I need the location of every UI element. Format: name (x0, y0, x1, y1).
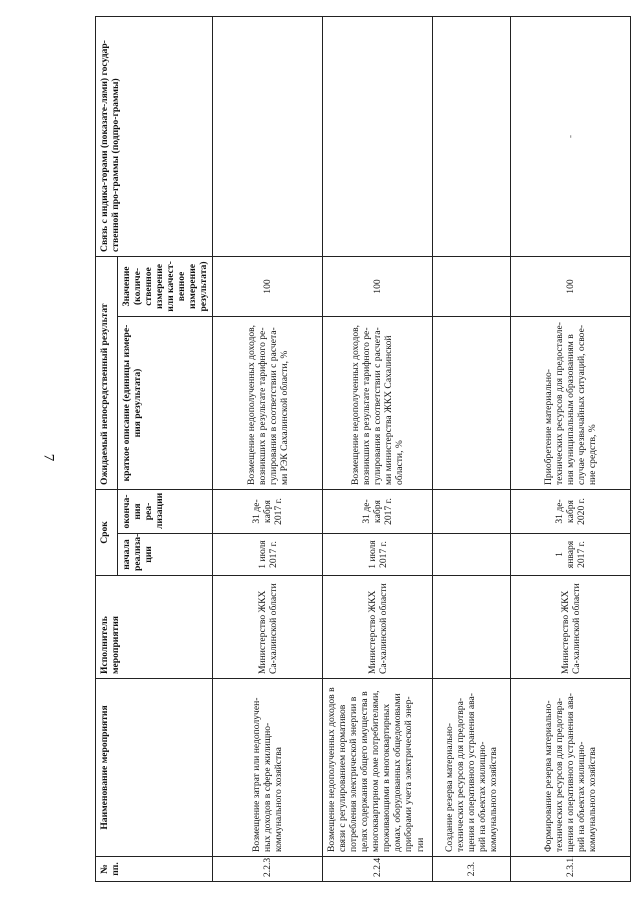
header-desc: краткое описание (единицы измере-ния результата) (118, 317, 213, 490)
row-end: 31 де-кабря 2020 г. (511, 490, 631, 534)
header-period: Срок (96, 490, 118, 576)
row-desc: Приобретение материально-технических ресурсов для предоставле-ния муниципальным образованиям в случае чрезвычайных ситуаций, освое-ние средств, % (511, 317, 631, 490)
row-value (433, 256, 511, 316)
table-row (511, 16, 631, 881)
header-start: начала реализа-ции (118, 534, 213, 576)
header-end: оконча-ния реа-лизации (118, 490, 213, 534)
measures-table (95, 16, 631, 882)
header-link: Связь с индика-торами (показате-лями) государ-ственной про-граммы (подпро-граммы) (96, 16, 213, 256)
row-desc: Возмещение недополученных доходов, возникших в результате тарифного ре-гулирования в соответствии с расчета-ми РЭК Сахалинской области, % (213, 317, 323, 490)
row-link (323, 16, 433, 256)
row-num: 2.3. (433, 857, 511, 882)
header-result: Ожидаемый непосредственный результат (96, 256, 118, 489)
row-start: 1 июля 2017 г. (213, 534, 323, 576)
row-link (213, 16, 323, 256)
header-name: Наименование мероприятия (96, 679, 213, 857)
row-end: 31 де-кабря 2017 г. (213, 490, 323, 534)
row-link (433, 16, 511, 256)
row-name: Создание резерва материально-технических ресурсов для предотвра-щения и оперативного устранения ава-рий на объектах жилищно-коммунального хозяйства (433, 679, 511, 857)
row-value: 100 (323, 256, 433, 316)
row-name: Формирование резерва материально-технических ресурсов для предотвра-щения и оперативного устранения ава-рий на объектах жилищно-коммунального хозяйства (511, 679, 631, 857)
row-num: 2.2.4 (323, 857, 433, 882)
row-name: Возмещение затрат или недополучен-ных доходов в сфере жилищно-коммунального хозяйства (213, 679, 323, 857)
header-num: № пп. (96, 857, 213, 882)
row-desc (433, 317, 511, 490)
row-name: Возмещение недополученных доходов в связи с регулированием нормативов потребления электрической энергии в целях содержания общего имущества в многоквартирном доме потребителями, проживающими в многоквартирных домах, оборудованных общедомовыми приборами учета электрической энер-гии (323, 679, 433, 857)
rotated-table-container (95, 17, 615, 882)
header-value: Значение (количе-ственное измерение или качест-венное измерение результата) (118, 256, 213, 316)
row-num: 2.3.1. (511, 857, 631, 882)
row-value: 100 (213, 256, 323, 316)
table-row (323, 16, 433, 881)
row-executor (433, 576, 511, 679)
row-start (433, 534, 511, 576)
row-desc: Возмещение недополученных доходов, возникших в результате тарифного ре-гулирования в соответствии с расчета-ми министерства ЖКХ Сахалинской области, % (323, 317, 433, 490)
row-start: 1 января 2017 г. (511, 534, 631, 576)
row-executor: Министерство ЖКХ Са-халинской области (213, 576, 323, 679)
row-num: 2.2.3 (213, 857, 323, 882)
row-executor: Министерство ЖКХ Са-халинской области (323, 576, 433, 679)
row-start: 1 июля 2017 г. (323, 534, 433, 576)
table-row (433, 16, 511, 881)
row-end (433, 490, 511, 534)
row-end: 31 де-кабря 2017 г. (323, 490, 433, 534)
row-executor: Министерство ЖКХ Са-халинской области (511, 576, 631, 679)
table-row (213, 16, 323, 881)
page-number: 7 (40, 453, 57, 462)
row-link: - (511, 16, 631, 256)
header-executor: Исполнитель мероприятия (96, 576, 213, 679)
row-value: 100 (511, 256, 631, 316)
